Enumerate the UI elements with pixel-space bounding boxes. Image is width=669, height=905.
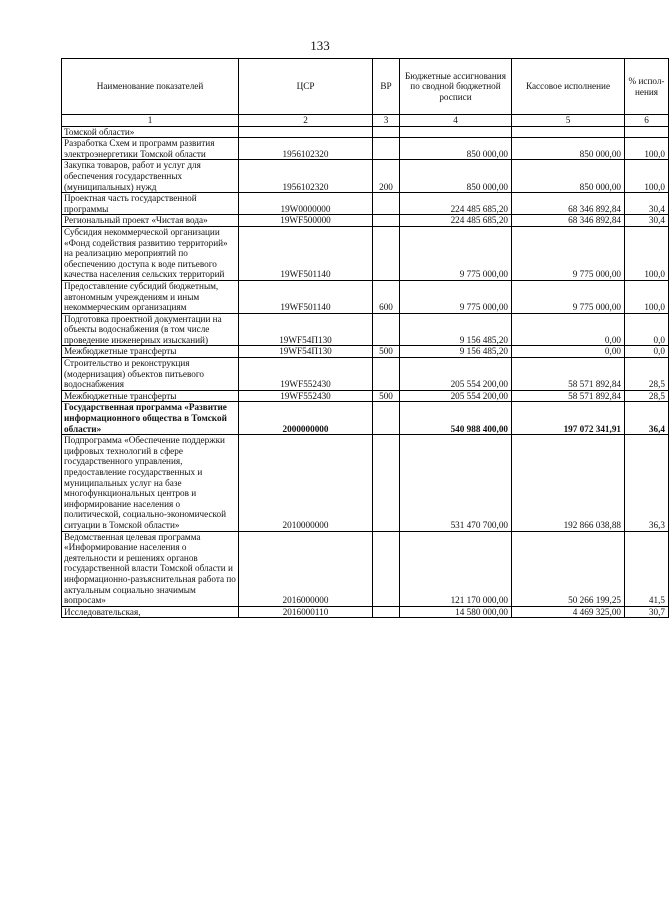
cell-csr: 19W0000000 bbox=[239, 193, 373, 215]
table-row bbox=[62, 346, 669, 358]
cell-csr: 1956102320 bbox=[239, 138, 373, 160]
cell-vr: 200 bbox=[373, 160, 400, 193]
cell-name: Государственная программа «Развитие информационного общества в Томской области» bbox=[62, 402, 239, 435]
column-number: 6 bbox=[625, 115, 669, 127]
cell-allocation: 224 485 685,20 bbox=[400, 215, 512, 227]
cell-cash: 68 346 892,84 bbox=[512, 215, 625, 227]
column-number: 1 bbox=[62, 115, 239, 127]
cell-name: Строительство и реконструкция (модернизация) объектов питьевого водоснабжения bbox=[62, 358, 239, 391]
header-allocations: Бюджетные ассигнования по сводной бюджетной росписи bbox=[400, 59, 512, 115]
cell-name: Исследовательская, bbox=[62, 606, 239, 618]
column-number: 3 bbox=[373, 115, 400, 127]
cell-allocation: 9 775 000,00 bbox=[400, 280, 512, 313]
cell-name: Межбюджетные трансферты bbox=[62, 346, 239, 358]
page-number: 133 bbox=[310, 38, 330, 53]
cell-cash: 4 469 325,00 bbox=[512, 606, 625, 618]
cell-cash: 9 775 000,00 bbox=[512, 280, 625, 313]
cell-pct: 0,0 bbox=[625, 313, 669, 346]
cell-allocation: 9 156 485,20 bbox=[400, 346, 512, 358]
cell-name: Разработка Схем и программ развития электроэнергетики Томской области bbox=[62, 138, 239, 160]
cell-csr: 19WF552430 bbox=[239, 358, 373, 391]
cell-csr: 2010000000 bbox=[239, 435, 373, 531]
cell-csr bbox=[239, 126, 373, 138]
cell-vr: 600 bbox=[373, 280, 400, 313]
cell-pct: 0,0 bbox=[625, 346, 669, 358]
cell-pct: 36,3 bbox=[625, 435, 669, 531]
table-row bbox=[62, 138, 669, 160]
table-row bbox=[62, 126, 669, 138]
cell-vr bbox=[373, 435, 400, 531]
cell-csr: 19WF501140 bbox=[239, 226, 373, 280]
cell-name: Предоставление субсидий бюджетным, автономным учреждениям и иным некоммерческим организациям bbox=[62, 280, 239, 313]
cell-vr bbox=[373, 606, 400, 618]
cell-pct: 100,0 bbox=[625, 280, 669, 313]
cell-cash: 850 000,00 bbox=[512, 160, 625, 193]
cell-name: Ведомственная целевая программа «Информирование населения о деятельности и решениях органов государственной власти Томской области и информационно-разъяснительная работа по актуальным социально значимым вопросам» bbox=[62, 531, 239, 606]
table-row bbox=[62, 390, 669, 402]
cell-allocation: 9 775 000,00 bbox=[400, 226, 512, 280]
column-number-row bbox=[62, 115, 669, 127]
cell-csr: 1956102320 bbox=[239, 160, 373, 193]
table-row bbox=[62, 531, 669, 606]
table-row bbox=[62, 606, 669, 618]
cell-pct: 100,0 bbox=[625, 138, 669, 160]
cell-pct: 41,5 bbox=[625, 531, 669, 606]
cell-allocation: 205 554 200,00 bbox=[400, 390, 512, 402]
cell-vr bbox=[373, 193, 400, 215]
cell-csr: 2016000000 bbox=[239, 531, 373, 606]
cell-cash: 58 571 892,84 bbox=[512, 390, 625, 402]
cell-name: Проектная часть государственной программы bbox=[62, 193, 239, 215]
cell-pct: 30,4 bbox=[625, 193, 669, 215]
cell-vr: 500 bbox=[373, 390, 400, 402]
table-row bbox=[62, 280, 669, 313]
cell-csr: 19WF500000 bbox=[239, 215, 373, 227]
cell-csr: 19WF552430 bbox=[239, 390, 373, 402]
cell-allocation: 531 470 700,00 bbox=[400, 435, 512, 531]
cell-pct: 36,4 bbox=[625, 402, 669, 435]
cell-pct: 30,4 bbox=[625, 215, 669, 227]
cell-vr bbox=[373, 126, 400, 138]
cell-vr bbox=[373, 402, 400, 435]
cell-cash: 850 000,00 bbox=[512, 138, 625, 160]
column-number: 2 bbox=[239, 115, 373, 127]
cell-allocation: 121 170 000,00 bbox=[400, 531, 512, 606]
cell-csr: 19WF54П130 bbox=[239, 313, 373, 346]
cell-csr: 19WF501140 bbox=[239, 280, 373, 313]
cell-cash bbox=[512, 126, 625, 138]
header-row bbox=[62, 59, 669, 115]
cell-cash: 0,00 bbox=[512, 346, 625, 358]
cell-allocation: 224 485 685,20 bbox=[400, 193, 512, 215]
cell-cash: 197 072 341,91 bbox=[512, 402, 625, 435]
cell-vr bbox=[373, 138, 400, 160]
column-number: 4 bbox=[400, 115, 512, 127]
cell-cash: 0,00 bbox=[512, 313, 625, 346]
cell-name: Подготовка проектной документации на объекты водоснабжения (в том числе проведение инженерных изысканий) bbox=[62, 313, 239, 346]
cell-csr: 2016000110 bbox=[239, 606, 373, 618]
cell-csr: 19WF54П130 bbox=[239, 346, 373, 358]
cell-pct: 30,7 bbox=[625, 606, 669, 618]
table-row bbox=[62, 193, 669, 215]
header-csr: ЦСР bbox=[239, 59, 373, 115]
cell-cash: 9 775 000,00 bbox=[512, 226, 625, 280]
cell-pct: 100,0 bbox=[625, 226, 669, 280]
cell-vr bbox=[373, 358, 400, 391]
cell-allocation: 850 000,00 bbox=[400, 160, 512, 193]
header-name: Наименование показателей bbox=[62, 59, 239, 115]
cell-name: Субсидия некоммерческой организации «Фонд содействия развитию территорий» на реализацию мероприятий по обеспечению доступа к воде питьевого качества населения сельских территорий bbox=[62, 226, 239, 280]
table-row bbox=[62, 226, 669, 280]
table-row bbox=[62, 160, 669, 193]
table-body bbox=[62, 126, 669, 618]
table-row bbox=[62, 313, 669, 346]
cell-pct: 100,0 bbox=[625, 160, 669, 193]
cell-name: Межбюджетные трансферты bbox=[62, 390, 239, 402]
cell-name: Томской области» bbox=[62, 126, 239, 138]
cell-name: Закупка товаров, работ и услуг для обеспечения государственных (муниципальных) нужд bbox=[62, 160, 239, 193]
cell-cash: 192 866 038,88 bbox=[512, 435, 625, 531]
table-row bbox=[62, 435, 669, 531]
cell-cash: 58 571 892,84 bbox=[512, 358, 625, 391]
cell-allocation: 9 156 485,20 bbox=[400, 313, 512, 346]
table-row bbox=[62, 215, 669, 227]
cell-name: Подпрограмма «Обеспечение поддержки цифровых технологий в сфере государственного управления, предоставление государственных и муниципальных услуг на базе многофункциональных центров и информирование населения о политической, социально-экономической ситуации в Томской области» bbox=[62, 435, 239, 531]
column-number: 5 bbox=[512, 115, 625, 127]
cell-csr: 2000000000 bbox=[239, 402, 373, 435]
table-row bbox=[62, 358, 669, 391]
cell-name: Региональный проект «Чистая вода» bbox=[62, 215, 239, 227]
table-row bbox=[62, 402, 669, 435]
cell-allocation: 205 554 200,00 bbox=[400, 358, 512, 391]
header-vr: ВР bbox=[373, 59, 400, 115]
budget-execution-table bbox=[61, 58, 669, 618]
cell-vr bbox=[373, 215, 400, 227]
cell-vr: 500 bbox=[373, 346, 400, 358]
header-cash: Кассовое исполнение bbox=[512, 59, 625, 115]
cell-vr bbox=[373, 226, 400, 280]
cell-pct bbox=[625, 126, 669, 138]
header-pct: % испол-нения bbox=[625, 59, 669, 115]
cell-allocation bbox=[400, 126, 512, 138]
cell-pct: 28,5 bbox=[625, 358, 669, 391]
cell-vr bbox=[373, 313, 400, 346]
cell-cash: 50 266 199,25 bbox=[512, 531, 625, 606]
cell-allocation: 850 000,00 bbox=[400, 138, 512, 160]
cell-vr bbox=[373, 531, 400, 606]
cell-allocation: 540 988 400,00 bbox=[400, 402, 512, 435]
cell-pct: 28,5 bbox=[625, 390, 669, 402]
cell-cash: 68 346 892,84 bbox=[512, 193, 625, 215]
cell-allocation: 14 580 000,00 bbox=[400, 606, 512, 618]
